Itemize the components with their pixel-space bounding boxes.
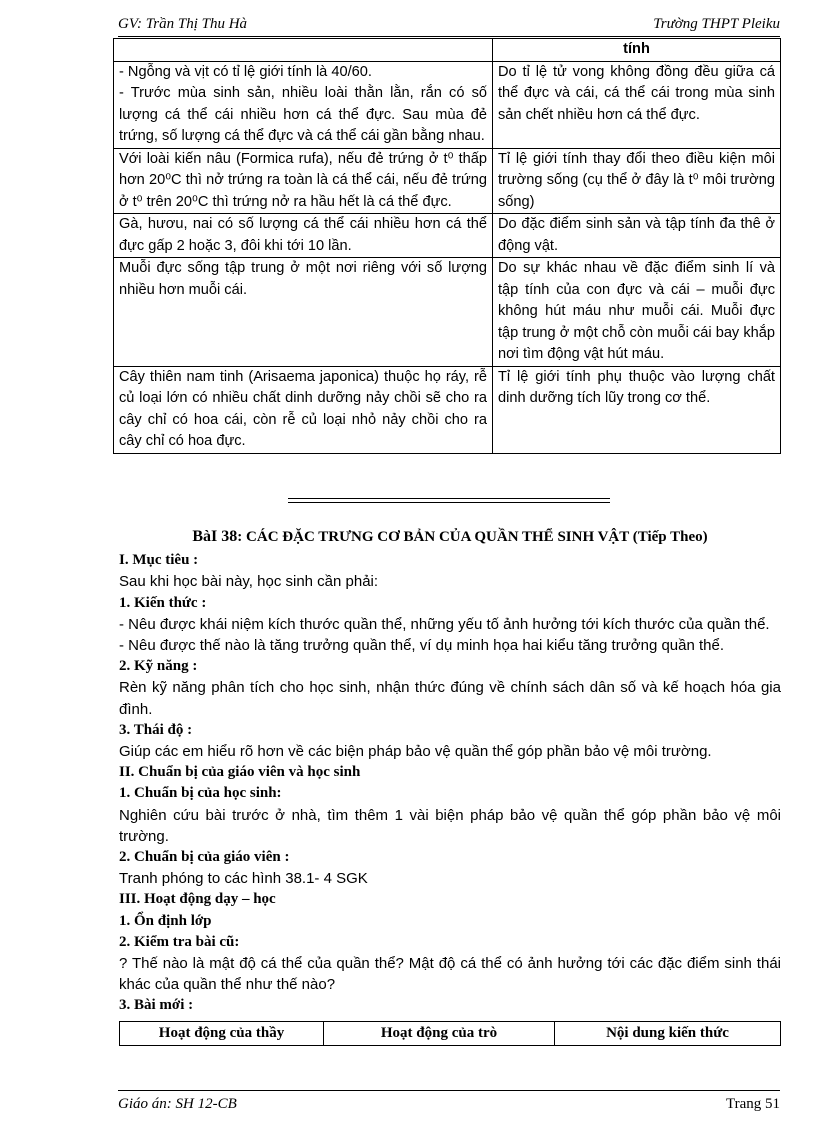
section-heading: 1. Kiến thức :	[119, 594, 207, 611]
paragraph: - Nêu được thế nào là tăng trưởng quần thể, ví dụ minh họa hai kiểu tăng trưởng quần thể.	[119, 637, 725, 655]
header-school: Trường THPT Pleiku	[653, 16, 780, 32]
lesson-content	[119, 526, 781, 1046]
table-cell: Cây thiên nam tinh (Arisaema japonica) thuộc họ ráy, rễ củ loại lớn có nhiều chất dinh dưỡng nảy chồi sẽ cho ra cây chỉ có hoa cái, còn rễ củ loại nhỏ nảy chồi cho ra cây chỉ có hoa đực.	[114, 366, 493, 453]
footer-lesson-plan: Giáo án: SH 12-CB	[118, 1096, 237, 1112]
paragraph: - Nêu được khái niệm kích thước quần thể, những yếu tố ảnh hưởng tới kích thước của quần thể.	[119, 615, 770, 633]
table-row	[114, 148, 781, 214]
table-cell: Do sự khác nhau về đặc điểm sinh lí và tập tính của con đực và cái – muỗi đực không hút máu như muỗi cái. Muỗi đực tập trung ở một chỗ còn muỗi cái bay khắp nơi tìm động vật hút máu.	[493, 258, 781, 367]
section-heading: III. Hoạt động dạy – học	[119, 891, 276, 908]
paragraph: Rèn kỹ năng phân tích cho học sinh, nhận thức đúng về chính sách dân số và kế hoạch hóa gia đình.	[119, 679, 781, 718]
table-row	[114, 61, 781, 148]
activity-table	[119, 1021, 781, 1046]
lesson-title: BàI 38: CÁC ĐẶC TRƯNG CƠ BẢN CỦA QUẦN THỂ SINH VẬT (Tiếp Theo)	[192, 528, 708, 545]
paragraph: ? Thế nào là mật độ cá thể của quần thể? Mật độ cá thể có ảnh hưởng tới các đặc điểm sinh thái khác của quần thể như thế nào?	[119, 955, 781, 994]
table-cell: Tỉ lệ giới tính phụ thuộc vào lượng chất dinh dưỡng tích lũy trong cơ thể.	[493, 366, 781, 453]
table-header-row	[114, 39, 781, 62]
page-header	[118, 10, 780, 37]
table-cell: - Ngỗng và vịt có tỉ lệ giới tính là 40/60. - Trước mùa sinh sản, nhiều loài thằn lằn, rắn có số lượng cá thể cái nhiều hơn cá thể đực. Sau mùa đẻ trứng, số lượng cá thể đực và cá thể cái gần bằng nhau.	[114, 61, 493, 148]
table-row	[114, 366, 781, 453]
page-footer	[118, 1090, 780, 1115]
section-heading: II. Chuẩn bị của giáo viên và học sinh	[119, 764, 361, 781]
table-cell: Tỉ lệ giới tính thay đổi theo điều kiện môi trường sống (cụ thể ở đây là t⁰ môi trường sống)	[493, 148, 781, 214]
column-header: Hoạt động của thầy	[120, 1021, 324, 1045]
section-heading: 1. Chuẩn bị của học sinh:	[119, 785, 282, 802]
paragraph: Nghiên cứu bài trước ở nhà, tìm thêm 1 vài biện pháp bảo vệ quần thể góp phần bảo vệ môi trường.	[119, 806, 781, 845]
sex-ratio-table	[113, 38, 781, 454]
section-heading: I. Mục tiêu :	[119, 552, 199, 569]
table-cell: tính	[493, 39, 781, 62]
section-heading: 2. Kiểm tra bài cũ:	[119, 933, 240, 950]
header-teacher: GV: Trần Thị Thu Hà	[118, 16, 248, 32]
table-cell: Gà, hươu, nai có số lượng cá thể cái nhiều hơn cá thể đực gấp 2 hoặc 3, đôi khi tới 10 lần.	[114, 214, 493, 258]
section-heading: 2. Chuẩn bị của giáo viên :	[119, 849, 290, 866]
table-row	[114, 214, 781, 258]
section-heading: 2. Kỹ năng :	[119, 658, 198, 675]
section-heading: 3. Bài mới :	[119, 997, 194, 1014]
paragraph: Sau khi học bài này, học sinh cần phải:	[119, 573, 379, 591]
section-divider	[288, 498, 610, 499]
table-cell: Muỗi đực sống tập trung ở một nơi riêng với số lượng nhiều hơn muỗi cái.	[114, 258, 493, 367]
paragraph: Giúp các em hiểu rõ hơn về các biện pháp bảo vệ quần thể góp phần bảo vệ môi trường.	[119, 743, 712, 761]
column-header: Hoạt động của trò	[324, 1021, 555, 1045]
column-header: Nội dung kiến thức	[555, 1021, 781, 1045]
section-heading: 1. Ổn định lớp	[119, 912, 212, 929]
section-heading: 3. Thái độ :	[119, 721, 193, 738]
page-number: Trang 51	[725, 1096, 780, 1112]
table-row	[114, 258, 781, 367]
table-cell: Do đặc điểm sinh sản và tập tính đa thê ở động vật.	[493, 214, 781, 258]
section-divider	[288, 502, 610, 503]
table-cell: Với loài kiến nâu (Formica rufa), nếu đẻ trứng ở t⁰ thấp hơn 20⁰C thì nở trứng ra toàn là cá thể cái, nếu đẻ trứng ở t⁰ trên 20⁰C thì trứng nở ra hầu hết là cá thể đực.	[114, 148, 493, 214]
table-cell	[114, 39, 493, 62]
table-cell: Do tỉ lệ tử vong không đồng đều giữa cá thể đực và cái, cá thể cái trong mùa sinh sản chết nhiều hơn cá thể đực.	[493, 61, 781, 148]
paragraph: Tranh phóng to các hình 38.1- 4 SGK	[119, 870, 368, 888]
